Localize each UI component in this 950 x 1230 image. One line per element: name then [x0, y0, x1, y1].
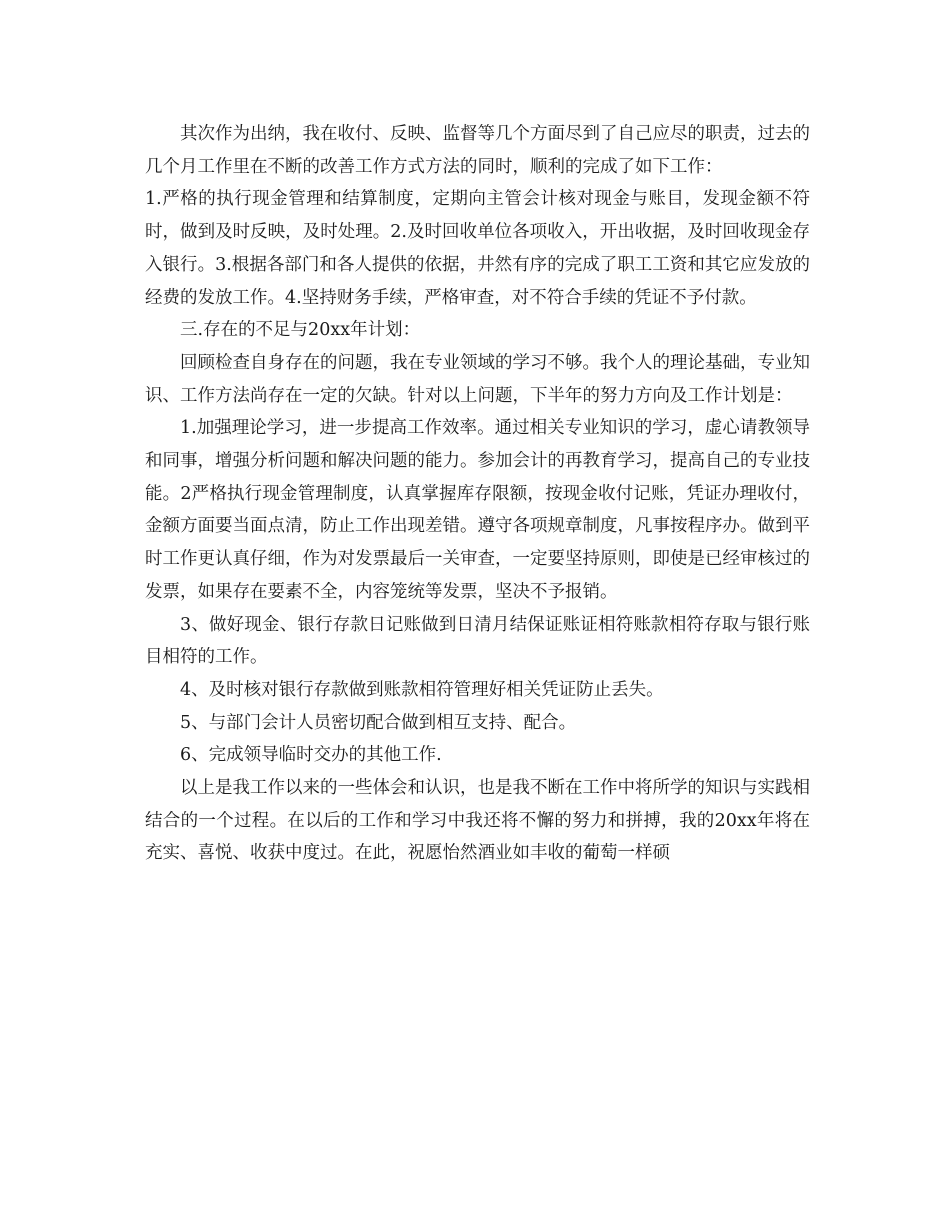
paragraph-self-review: 回顾检查自身存在的问题，我在专业领域的学习不够。我个人的理论基础，专业知识、工作方法尚存在一定的欠缺。针对以上问题，下半年的努力方向及工作计划是： — [145, 352, 810, 406]
list-item-plan-5: 5、与部门会计人员密切配合做到相互支持、配合。 — [180, 712, 577, 733]
section-heading-shortcomings-plan: 三.存在的不足与20xx年计划： — [180, 320, 421, 341]
document-body — [145, 118, 810, 870]
paragraph-cashier-duties: 其次作为出纳，我在收付、反映、监督等几个方面尽到了自己应尽的职责，过去的几个月工作里在不断的改善工作方式方法的同时，顺利的完成了如下工作： — [145, 124, 810, 177]
paragraph-completed-work: 1.严格的执行现金管理和结算制度，定期向主管会计核对现金与账目，发现金额不符时，做到及时反映，及时处理。2.及时回收单位各项收入，开出收据，及时回收现金存入银行。3.根据各部门和各人提供的依据，井然有序的完成了职工工资和其它应发放的经费的发放工作。4.坚持财务手续，严格审查，对不符合手续的凭证不予付款。 — [145, 189, 810, 308]
list-item-plan-3: 3、做好现金、银行存款日记账做到日清月结保证账证相符账款相符存取与银行账目相符的工作。 — [145, 614, 810, 668]
list-item-plan-6: 6、完成领导临时交办的其他工作. — [180, 745, 442, 766]
list-item-plan-1-2: 1.加强理论学习，进一步提高工作效率。通过相关专业知识的学习，虚心请教领导和同事，增强分析问题和解决问题的能力。参加会计的再教育学习，提高自己的专业技能。2严格执行现金管理制度，认真掌握库存限额，按现金收付记账，凭证办理收付，金额方面要当面点清，防止工作出现差错。遵守各项规章制度，凡事按程序办。做到平时工作更认真仔细，作为对发票最后一关审查，一定要坚持原则，即使是已经审核过的发票，如果存在要素不全，内容笼统等发票，坚决不予报销。 — [145, 418, 810, 602]
paragraph-conclusion: 以上是我工作以来的一些体会和认识，也是我不断在工作中将所学的知识与实践相结合的一个过程。在以后的工作和学习中我还将不懈的努力和拼搏，我的20xx年将在充实、喜悦、收获中度过。在此，祝愿怡然酒业如丰收的葡萄一样硕 — [145, 778, 810, 864]
list-item-plan-4: 4、及时核对银行存款做到账款相符管理好相关凭证防止丢失。 — [180, 679, 664, 700]
